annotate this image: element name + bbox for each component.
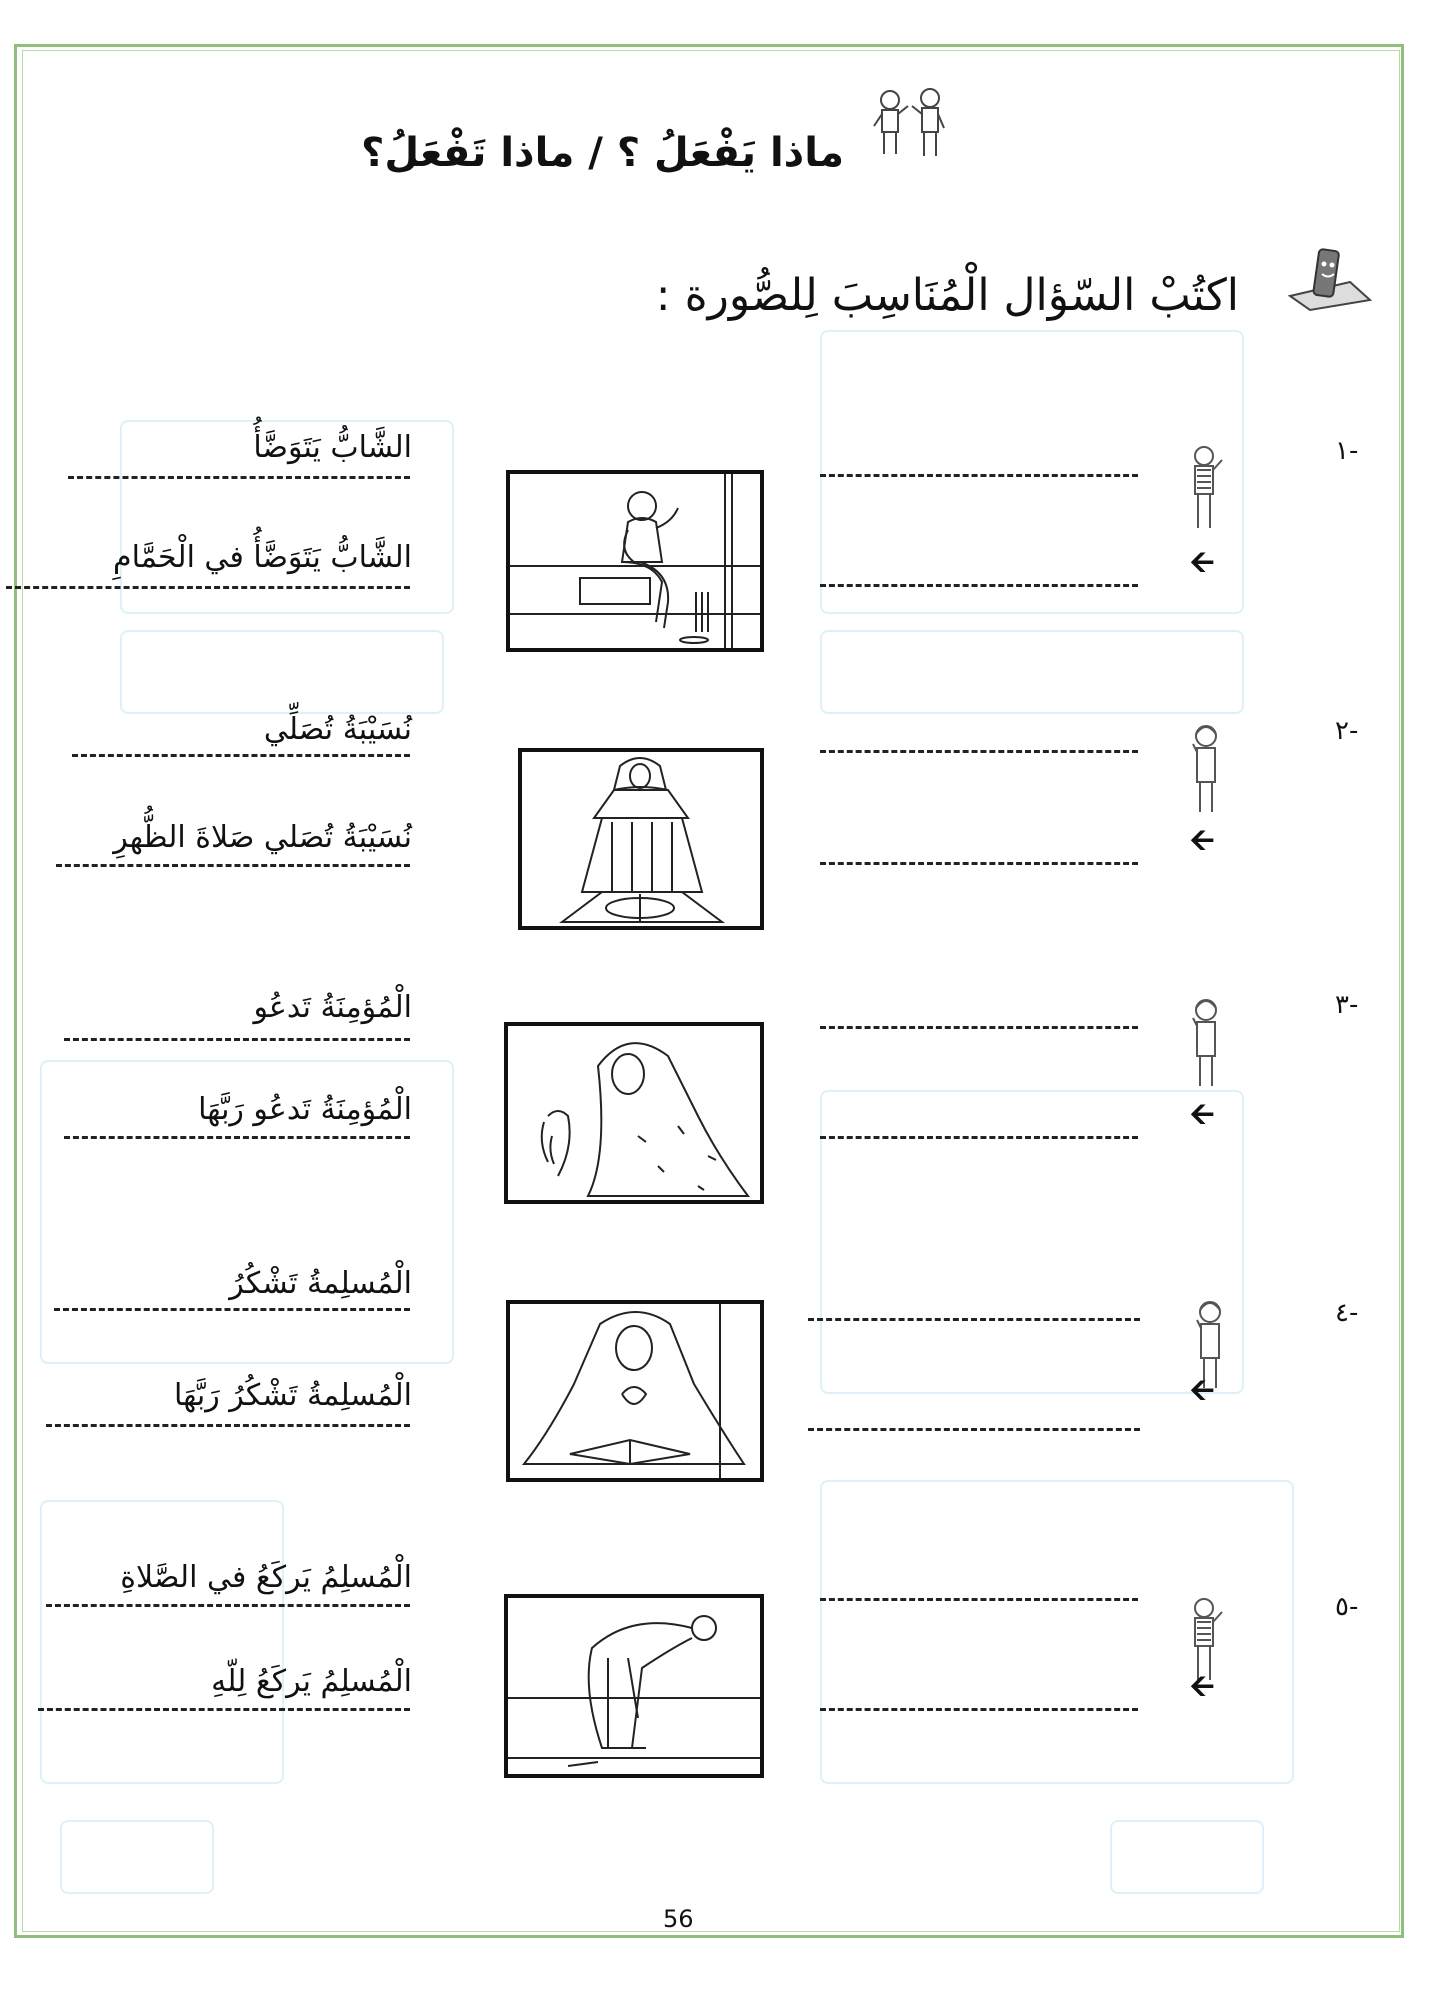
answer-line-2b[interactable] <box>56 864 410 867</box>
arrow-left-icon: 🡨 <box>1190 1097 1215 1132</box>
bleed-through-box <box>820 330 1244 614</box>
woman-praying-icon <box>522 752 760 926</box>
boy-icon <box>1186 444 1226 536</box>
example-sentence-2-detail: نُسَيْبَةُ تُصَلي صَلاةَ الظُّهرِ <box>113 820 412 855</box>
item-number: -٢ <box>1335 716 1359 746</box>
bleed-through-box <box>60 1820 214 1894</box>
youth-washing-icon <box>510 474 760 648</box>
woman-quran-icon <box>510 1304 760 1478</box>
item-number: -٣ <box>1335 990 1359 1020</box>
picture-2 <box>518 748 764 930</box>
answer-line-question-5b[interactable] <box>820 1708 1138 1711</box>
example-sentence-4: الْمُسلِمةُ تَشْكُرُ <box>229 1266 412 1301</box>
arrow-left-icon: 🡨 <box>1190 1669 1215 1704</box>
answer-line-1a[interactable] <box>68 476 410 479</box>
answer-line-4b[interactable] <box>46 1424 410 1427</box>
bleed-through-box <box>820 630 1244 714</box>
example-sentence-1: الشَّابُّ يَتَوَضَّأُ <box>253 430 412 465</box>
answer-line-2a[interactable] <box>72 754 410 757</box>
bleed-through-box <box>40 1500 284 1784</box>
answer-line-3a[interactable] <box>64 1038 410 1041</box>
example-sentence-2: نُسَيْبَةُ تُصَلِّي <box>263 712 412 747</box>
answer-line-question-3a[interactable] <box>820 1026 1138 1029</box>
answer-line-question-1b[interactable] <box>820 584 1138 587</box>
example-sentence-3: الْمُؤمِنَةُ تَدعُو <box>253 990 412 1025</box>
pencil-writing-icon <box>1282 244 1374 314</box>
bleed-through-box <box>1110 1820 1264 1894</box>
two-kids-talking-icon <box>866 84 956 164</box>
arrow-left-icon: 🡨 <box>1190 1373 1215 1408</box>
answer-line-1b[interactable] <box>6 586 410 589</box>
example-sentence-5-detail: الْمُسلِمُ يَركَعُ لِلّهِ <box>211 1664 412 1699</box>
answer-line-question-1a[interactable] <box>820 474 1138 477</box>
item-number: -١ <box>1335 436 1359 466</box>
picture-4 <box>506 1300 764 1482</box>
man-bowing-icon <box>508 1598 760 1774</box>
example-sentence-5: الْمُسلِمُ يَركَعُ في الصَّلاةِ <box>120 1560 412 1595</box>
answer-line-question-5a[interactable] <box>820 1598 1138 1601</box>
page-title: ماذا يَفْعَلُ ؟ / ماذا تَفْعَلُ؟ <box>361 130 844 176</box>
item-number: -٤ <box>1335 1298 1359 1328</box>
example-sentence-4-detail: الْمُسلِمةُ تَشْكُرُ رَبَّهَا <box>173 1378 412 1413</box>
answer-line-5b[interactable] <box>38 1708 410 1711</box>
picture-5 <box>504 1594 764 1778</box>
page-number: 56 <box>663 1905 694 1933</box>
example-sentence-3-detail: الْمُؤمِنَةُ تَدعُو رَبَّهَا <box>198 1092 412 1127</box>
picture-3 <box>504 1022 764 1204</box>
woman-supplicating-icon <box>508 1026 760 1200</box>
answer-line-question-4b[interactable] <box>808 1428 1140 1431</box>
answer-line-question-3b[interactable] <box>820 1136 1138 1139</box>
arrow-left-icon: 🡨 <box>1190 823 1215 858</box>
answer-line-question-2b[interactable] <box>820 862 1138 865</box>
example-sentence-1-detail: الشَّابُّ يَتَوَضَّأُ في الْحَمَّامِ <box>113 540 412 575</box>
girl-icon <box>1186 996 1226 1092</box>
answer-line-4a[interactable] <box>54 1308 410 1311</box>
arrow-left-icon: 🡨 <box>1190 545 1215 580</box>
bleed-through-box <box>120 630 444 714</box>
picture-1 <box>506 470 764 652</box>
answer-line-5a[interactable] <box>46 1604 410 1607</box>
item-number: -٥ <box>1335 1592 1359 1622</box>
answer-line-3b[interactable] <box>64 1136 410 1139</box>
girl-icon <box>1186 722 1226 818</box>
instruction-text: اكتُبْ السّؤال الْمُنَاسِبَ لِلصُّورة : <box>655 270 1239 321</box>
answer-line-question-4a[interactable] <box>808 1318 1140 1321</box>
answer-line-question-2a[interactable] <box>820 750 1138 753</box>
